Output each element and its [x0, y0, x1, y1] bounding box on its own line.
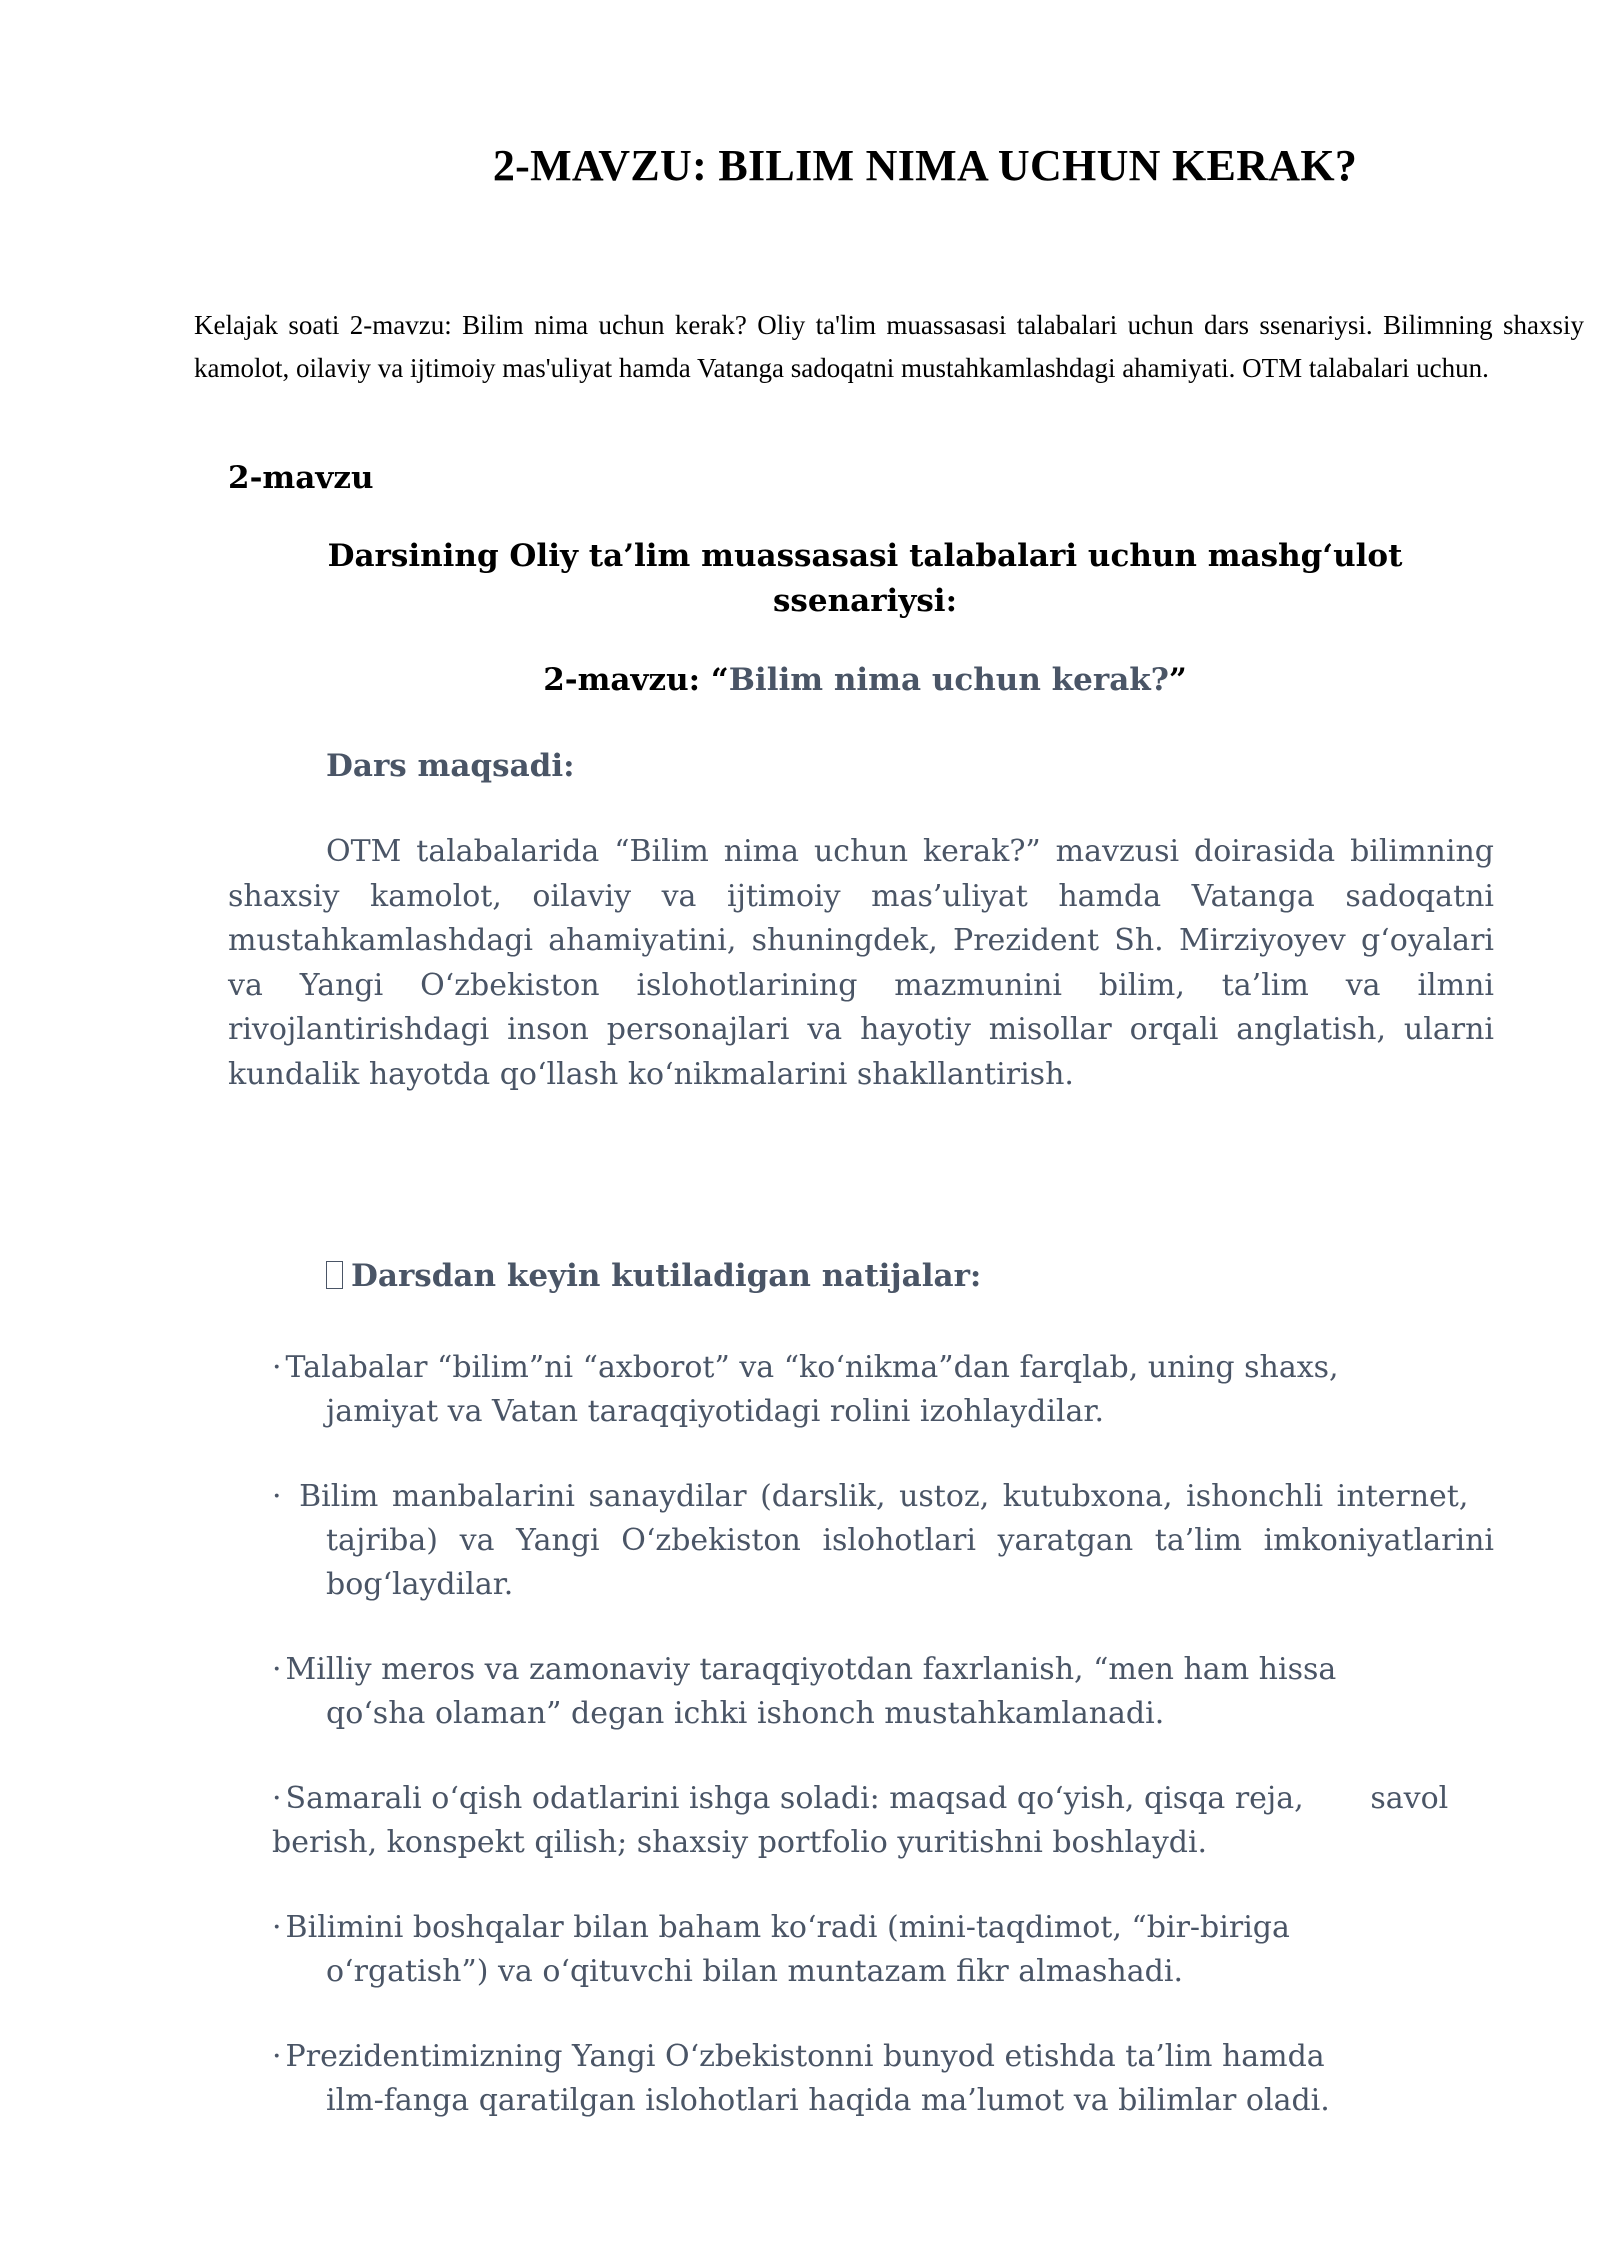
list-item-line1: Bilimini boshqalar bilan baham ko‘radi (mini-taqdimot, “bir-biriga — [285, 1910, 1290, 1945]
list-item-line1: Talabalar “bilim”ni “axborot” va “ko‘nikma”dan farqlab, uning shaxs, — [285, 1350, 1339, 1385]
list-item — [272, 1475, 1494, 1607]
results-heading — [326, 1258, 981, 1294]
bullet-icon: · — [272, 1781, 282, 1816]
list-item — [272, 1777, 1494, 1865]
list-item-line1: Samarali o‘qish odatlarini ishga soladi: maqsad qo‘yish, qisqa reja, savol — [285, 1781, 1449, 1816]
intro-paragraph: Kelajak soati 2-mavzu: Bilim nima uchun kerak? Oliy ta'lim muassasasi talabalari uchun dars ssenariysi. Bilimning shaxsiy kamolot, oilaviy va ijtimoiy mas'uliyat hamda Vatanga sadoqatni mustahkamlashdagi ahamiyati. OTM talabalari uchun. — [194, 310, 1584, 383]
list-item-line2: ilm-fanga qaratilgan islohotlari haqida ma’lumot va bilimlar oladi. — [326, 2083, 1330, 2118]
list-item — [272, 1346, 1494, 1434]
topic-label: 2-mavzu — [228, 460, 374, 496]
checkbox-icon — [326, 1261, 343, 1289]
list-item-line1: Prezidentimizning Yangi O‘zbekistonni bunyod etishda ta’lim hamda — [285, 2039, 1325, 2074]
list-item — [272, 2035, 1494, 2123]
bullet-icon: · — [272, 1479, 282, 1514]
list-item-line2: jamiyat va Vatan taraqqiyotidagi rolini izohlaydilar. — [326, 1394, 1104, 1429]
bullet-icon: · — [272, 1350, 282, 1385]
results-list — [272, 1346, 1494, 2164]
bullet-icon: · — [272, 1910, 282, 1945]
scenario-heading-line1: Darsining Oliy ta’lim muassasasi talabalari uchun mashg‘ulot — [327, 538, 1403, 574]
list-item-line1: Bilim manbalarini sanaydilar (darslik, ustoz, kutubxona, ishonchli internet, — [285, 1479, 1469, 1514]
goal-paragraph: OTM talabalarida “Bilim nima uchun kerak?” mavzusi doirasida bilimning shaxsiy kamolot, oilaviy va ijtimoiy mas’uliyat hamda Vatanga sadoqatni mustahkamlashdagi ahamiyatini, shuningdek, Prezident Sh. Mirziyoyev g‘oyalari va Yangi O‘zbekiston islohotlarining mazmunini bilim, ta’lim va ilmni rivojlantirishdagi inson personajlari va hayotiy misollar orqali anglatish, ularni kundalik hayotda qo‘llash ko‘nikmalarini shakllantirish. — [228, 834, 1494, 1092]
bullet-icon: · — [272, 1652, 282, 1687]
topic-heading-prefix: 2-mavzu: “ — [543, 662, 729, 698]
scenario-heading-line2: ssenariysi: — [772, 583, 958, 619]
document-title: 2-MAVZU: BILIM NIMA UCHUN KERAK? — [492, 141, 1358, 190]
list-item-line2: o‘rgatish”) va o‘qituvchi bilan muntazam fikr almashadi. — [326, 1954, 1183, 1989]
list-item — [272, 1648, 1494, 1736]
scenario-heading — [230, 534, 1500, 624]
bullet-icon: · — [272, 2039, 282, 2074]
topic-heading — [230, 662, 1500, 698]
list-item-line2: tajriba) va Yangi O‘zbekiston islohotlari yaratgan ta’lim imkoniyatlarini bog‘laydilar. — [326, 1523, 1494, 1602]
topic-heading-suffix: ” — [1168, 662, 1187, 698]
goal-heading: Dars maqsadi: — [326, 748, 575, 784]
list-item — [272, 1906, 1494, 1994]
results-heading-label: Darsdan keyin kutiladigan natijalar: — [351, 1258, 982, 1294]
topic-heading-highlight: Bilim nima uchun kerak? — [728, 662, 1169, 698]
list-item-line2: berish, konspekt qilish; shaxsiy portfolio yuritishni boshlaydi. — [272, 1825, 1208, 1860]
list-item-line2: qo‘sha olaman” degan ichki ishonch mustahkamlanadi. — [326, 1696, 1165, 1731]
list-item-line1: Milliy meros va zamonaviy taraqqiyotdan faxrlanish, “men ham hissa — [285, 1652, 1337, 1687]
